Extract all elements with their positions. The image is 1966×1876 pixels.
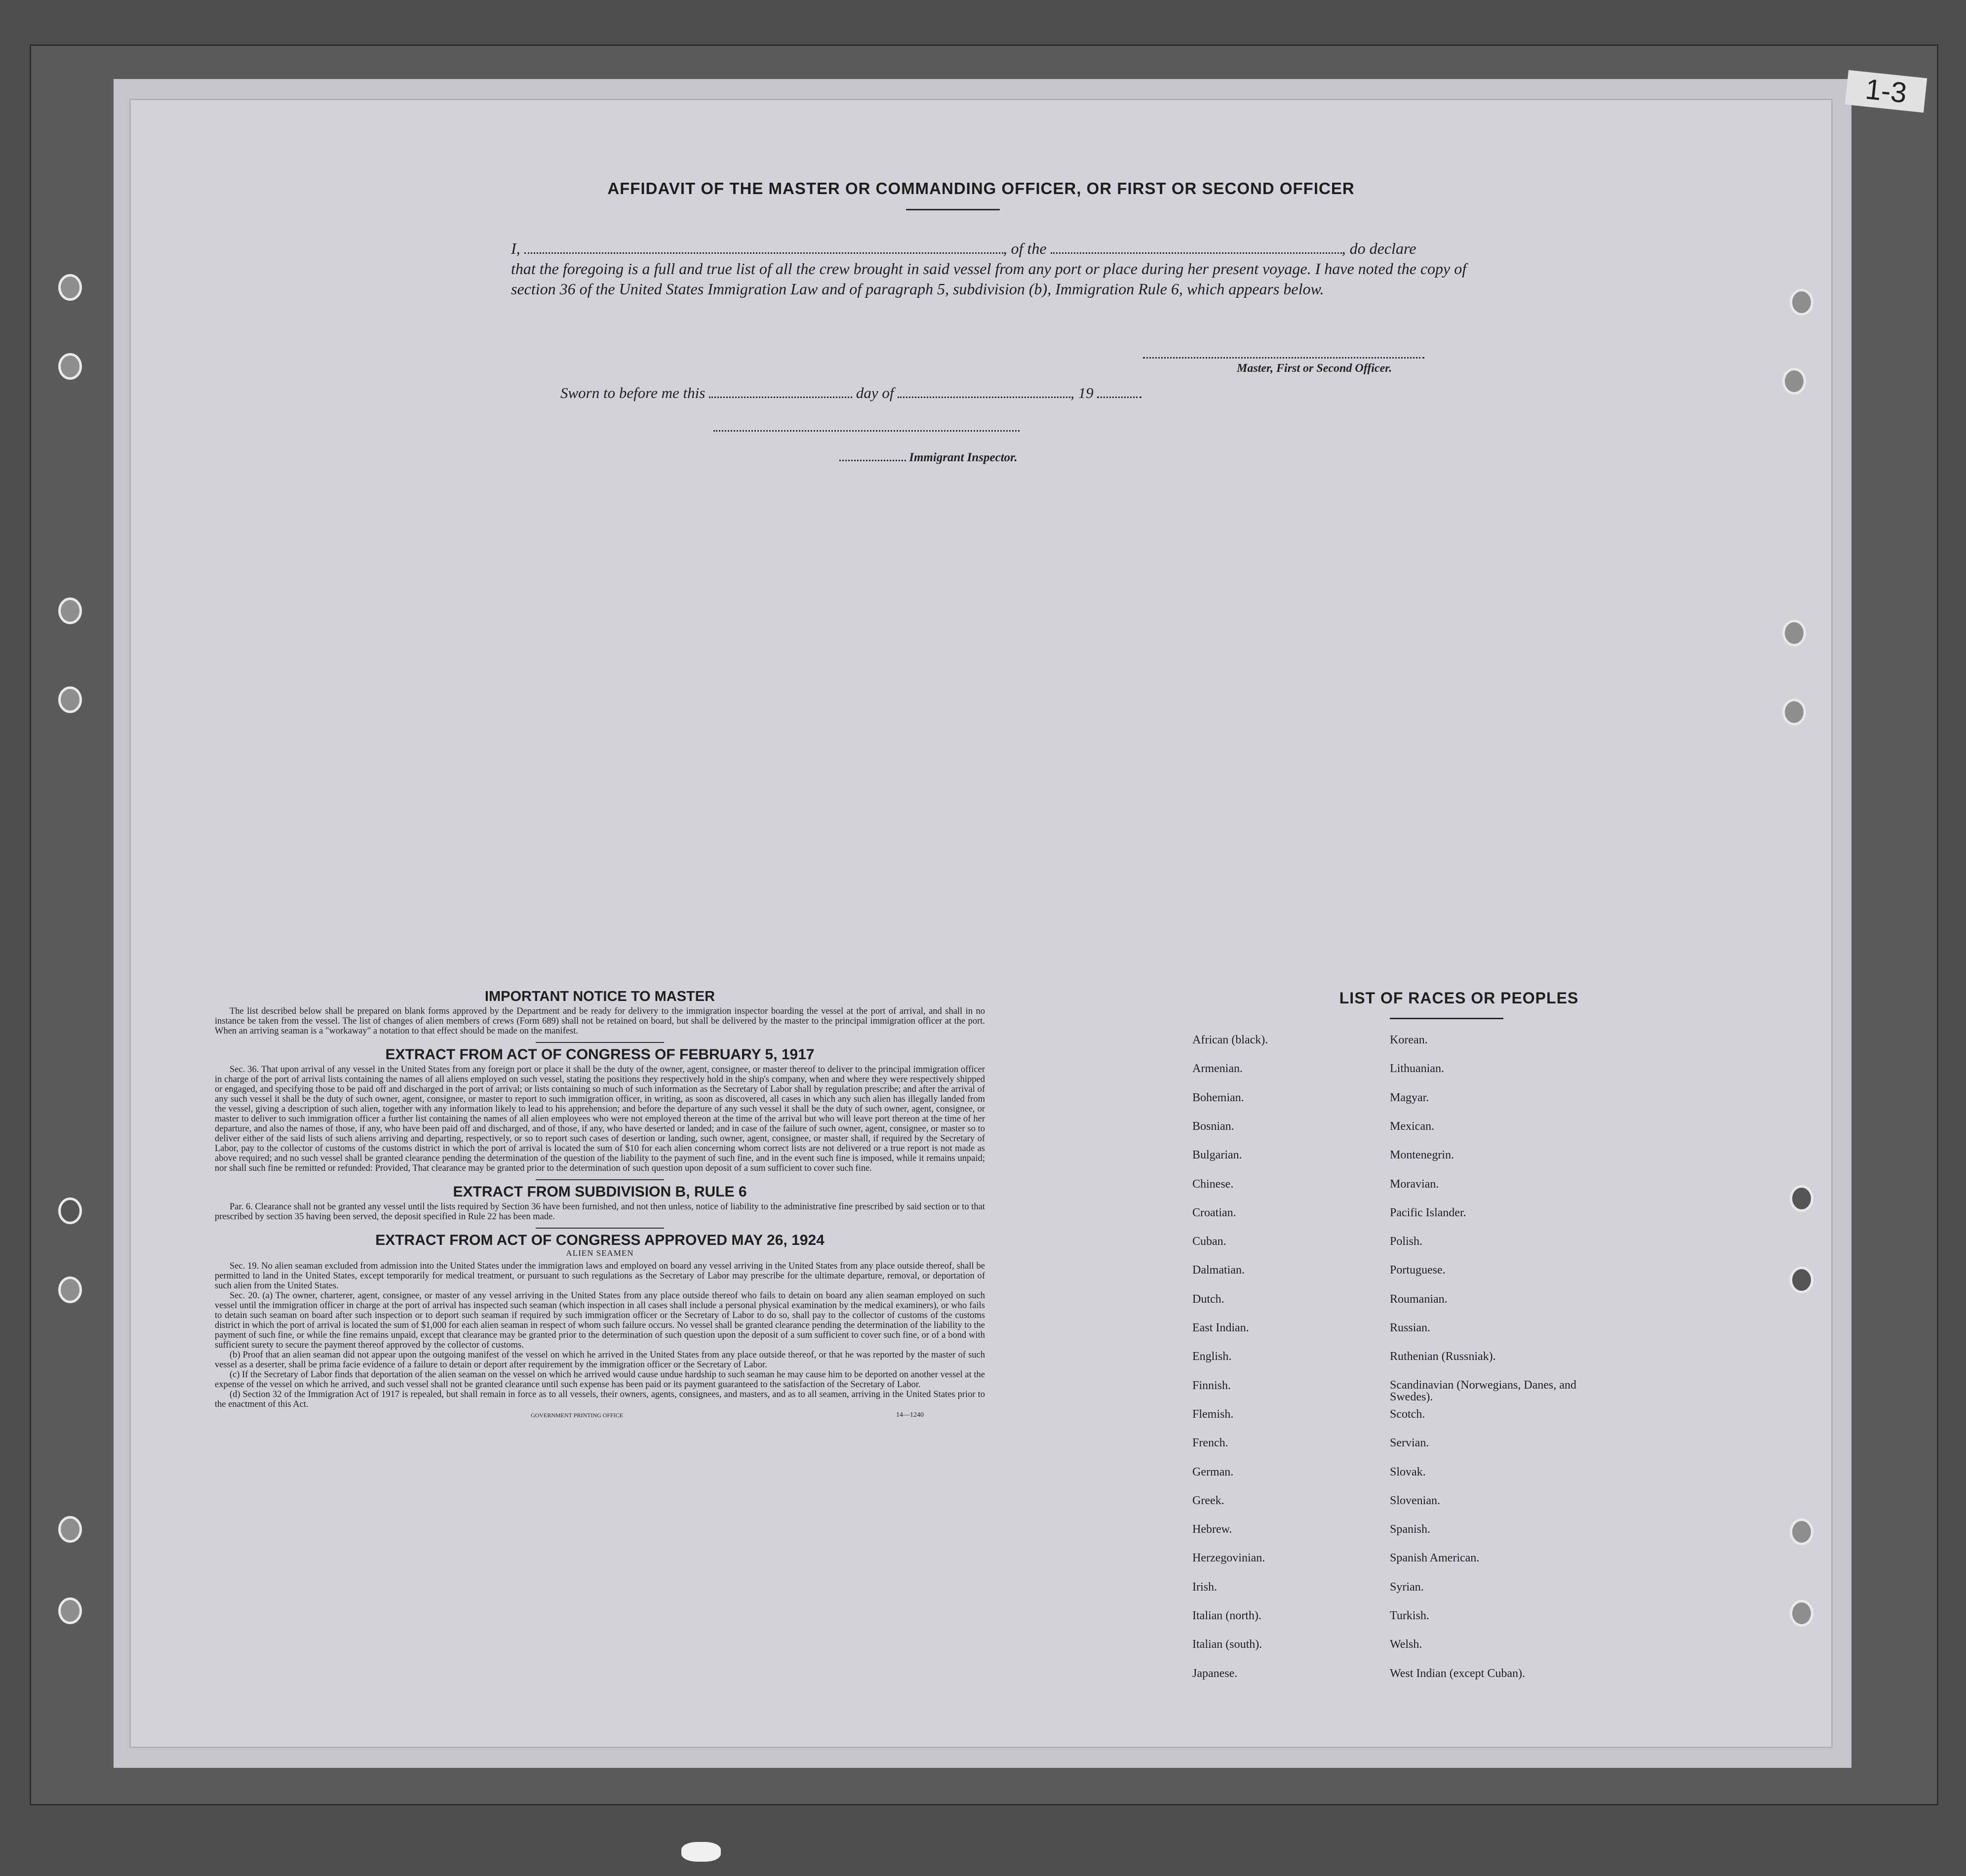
race-item: Italian (south). [1192, 1638, 1262, 1651]
title-rule [906, 209, 1000, 210]
race-item: Slovak. [1390, 1465, 1426, 1478]
race-item: German. [1192, 1465, 1234, 1478]
punch-hole [58, 1597, 82, 1624]
punch-hole [58, 1197, 82, 1224]
punch-hole [1790, 1185, 1813, 1212]
race-item: French. [1192, 1437, 1228, 1450]
race-item: Montenegrin. [1390, 1149, 1454, 1162]
race-item: West Indian (except Cuban). [1390, 1667, 1525, 1680]
sworn-year-blank [1097, 397, 1141, 398]
race-item: Pacific Islander. [1390, 1206, 1466, 1219]
sworn-line [560, 384, 1141, 402]
document-page [129, 99, 1833, 1748]
race-item: Cuban. [1192, 1235, 1226, 1248]
punch-hole [58, 598, 82, 624]
extract-1917-rule [536, 1179, 664, 1180]
punch-hole [1790, 1518, 1813, 1545]
legal-notices-column [215, 989, 985, 1421]
race-item: Korean. [1390, 1034, 1428, 1046]
inspector-signature-line [713, 430, 1020, 432]
extract-1924-title: EXTRACT FROM ACT OF CONGRESS APPROVED MAY 26, 1924 [375, 1232, 825, 1248]
race-item: Greek. [1192, 1494, 1224, 1507]
punch-hole [58, 353, 82, 380]
punch-hole [58, 686, 82, 713]
inspector-caption-text: Immigrant Inspector. [909, 451, 1018, 464]
race-item: Bulgarian. [1192, 1149, 1242, 1162]
race-item: Scandinavian (Norwegians, Danes, and Swedes). [1390, 1378, 1576, 1403]
race-item: English. [1192, 1350, 1232, 1363]
vessel-blank [1051, 252, 1342, 254]
race-item: Flemish. [1192, 1407, 1234, 1421]
race-item: Scotch. [1390, 1407, 1425, 1421]
race-item: Bohemian. [1192, 1091, 1244, 1104]
punch-hole [1782, 620, 1806, 646]
race-item: Lithuanian. [1390, 1062, 1444, 1076]
sec-20d-text: (d) Section 32 of the Immigration Act of 1917 is repealed, but shall remain in force as to all vessels, their owners, agents, consignees, and masters, and as to all seamen, arriving in the United States prior to the enactment of this Act. [215, 1390, 985, 1409]
corner-page-note: 1-3 [1845, 70, 1927, 113]
race-item: Herzegovinian. [1192, 1552, 1265, 1565]
sworn-year: , 19 [1070, 384, 1094, 401]
sec-20b-text: (b) Proof that an alien seaman did not appear upon the outgoing manifest of the vessel on which he arrived in the United States from any place outside thereof, or that he was reported by the master of such vessel as a deserter, shall be prima facie evidence of a failure to detain or deport after requirement by the immigration officer or the Secretary of Labor. [215, 1350, 985, 1370]
affidavit-title: AFFIDAVIT OF THE MASTER OR COMMANDING OFFICER, OR FIRST OR SECOND OFFICER [607, 179, 1355, 198]
race-item: Finnish. [1192, 1379, 1231, 1392]
signature-line [1143, 357, 1424, 359]
punch-hole [1790, 1600, 1813, 1627]
race-item: Japanese. [1192, 1667, 1238, 1680]
signature-caption: Master, First or Second Officer. [1237, 362, 1392, 375]
race-item: Dutch. [1192, 1292, 1224, 1306]
sworn-month-blank [898, 397, 1070, 398]
sec-20a-text: Sec. 20. (a) The owner, charterer, agent, consignee, or master of any vessel arriving in the United States from any place outside thereof who fails to detain on board any alien seaman employed on such vessel until the immigration officer in charge at the port of arrival has inspected such seaman (which inspection in all cases shall include a personal physical examination by the medical examiners), or who fails to detain such seaman on board after such inspection or to deport such seaman if required by such immigration officer or the Secretary of Labor to do so, shall pay to the collector of customs of the customs district in which the port of arrival is located the sum of $1,000 for each alien seaman in respect of whom such failure occurs. No vessel shall be granted clearance pending the determination of the liability to the payment of such fine, or while the fine remains unpaid, except that clearance may be granted prior to the determination of such question upon the deposit of a sum sufficient to cover such fine, or of a bond with sufficient surety to secure the payment thereof approved by the collector of customs. [215, 1291, 985, 1350]
punch-hole [1790, 289, 1813, 316]
punch-hole [58, 1277, 82, 1303]
declaration-text: that the foregoing is a full and true list of all the crew brought in said vessel from any port or place during her present voyage. I have noted the copy of section 36 of the United States Immigration Law and of paragraph 5, subdivision (b), Immigration Rule 6, which appears below. [511, 260, 1467, 298]
race-item: Hebrew. [1192, 1523, 1232, 1536]
race-item: Portuguese. [1390, 1264, 1446, 1277]
race-item: Turkish. [1390, 1609, 1429, 1622]
race-item: Irish. [1192, 1580, 1217, 1594]
notice-title: IMPORTANT NOTICE TO MASTER [484, 989, 715, 1004]
race-item: Polish. [1390, 1235, 1423, 1248]
race-item: Magyar. [1390, 1091, 1429, 1104]
name-blank [524, 252, 1003, 254]
sworn-day-blank [709, 397, 852, 398]
race-item: Roumanian. [1390, 1292, 1448, 1306]
race-item: Slovenian. [1390, 1494, 1440, 1507]
inspector-caption [839, 451, 1018, 465]
race-item: Welsh. [1390, 1638, 1422, 1651]
declare-of-the: , of the [1003, 239, 1047, 257]
sec-20c-text: (c) If the Secretary of Labor finds that deportation of the alien seaman on the vessel on which he arrived would cause undue hardship to such seaman he may cause him to be deported on another vessel at the expense of the vessel on which he arrived, and such vessel shall not be granted clearance until such expense has been paid or its payment guaranteed to the satisfaction of the Secretary of Labor. [215, 1370, 985, 1390]
race-item: Syrian. [1390, 1580, 1424, 1594]
notice-rule [536, 1042, 664, 1043]
form-number: 14—1240 [896, 1411, 924, 1419]
punch-hole [1782, 699, 1806, 725]
sec-19-text: Sec. 19. No alien seaman excluded from admission into the United States under the immigration laws and employed on board any vessel arriving in the United States from any place outside thereof, shall be permitted to land in the United States, except temporarily for medical treatment, or pursuant to such regulations as the Secretary of Labor may prescribe for the ultimate departure, removal, or deportation of such alien from the United States. [215, 1261, 985, 1291]
printer-footer [215, 1410, 985, 1421]
sworn-label: Sworn to before me this [560, 384, 706, 401]
race-item: Ruthenian (Russniak). [1390, 1350, 1496, 1363]
affidavit-statement [511, 239, 1474, 299]
extract-1917-text: Sec. 36. That upon arrival of any vessel in the United States from any foreign port or place it shall be the duty of the owner, agent, consignee, or master thereof to deliver to the principal immigration officer in charge of the port of arrival lists containing the names of all aliens employed on such vessel, stating the positions they respectively hold in the ship's company, when and where they were respectively shipped or engaged, and specifying those to be paid off and discharged in the port of arrival; or lists containing so much of such information as the Secretary of Labor shall by regulation prescribe; and after the arrival of any such vessel it shall be the duty of such owner, agent, consignee, or master to report to such immigration officer, in writing, as soon as discovered, all cases in which any such alien has illegally landed from the vessel, giving a description of such alien, together with any information likely to lead to his apprehension; and before the departure of any such vessel it shall be the duty of such owner, agent, consignee, or master to deliver to such immigration officer a further list containing the names of all alien employees who were not employed thereon at the time of the arrival but who will leave port thereon at the time of her departure, and also the names of those, if any, who have been paid off and discharged, and of those, if any, who have deserted or landed; and in case of the failure of such owner, agent, consignee, or master so to deliver either of the said lists of such aliens arriving and departing, respectively, or so to report such cases of desertion or landing, such owner, agent, consignee, or master shall, if required by the Secretary of Labor, pay to the collector of customs of the customs district in which the port of arrival is located the sum of $10 for each alien concerning whom correct lists are not delivered or a true report is not made as above required; and no such vessel shall be granted clearance pending the determination of the question of the liability to the payment of such fine, and in the event such fine is imposed, while it remains unpaid; nor shall such fine be remitted or refunded: Provided, That clearance may be granted prior to the determination of such question upon deposit of a sum sufficient to cover such fine. [215, 1065, 985, 1173]
declare-i: I, [511, 239, 520, 257]
race-item: Chinese. [1192, 1177, 1234, 1191]
race-item: Croatian. [1192, 1206, 1236, 1219]
race-item: East Indian. [1192, 1321, 1249, 1334]
sworn-day-label: day of [856, 384, 894, 401]
subdivision-text: Par. 6. Clearance shall not be granted any vessel until the lists required by Section 36 have been furnished, and not then unless, notice of liability to the administrative fine prescribed by said section or to that prescribed by section 35 having been served, the deposit specified in Rule 22 has been made. [215, 1202, 985, 1222]
punch-hole [58, 1516, 82, 1543]
punch-hole [1782, 368, 1806, 395]
notice-text: The list described below shall be prepared on blank forms approved by the Department and be ready for delivery to the immigration inspector boarding the vessel at the port of arrival, and shall in no instance be taken from the vessel. The list of changes of alien members of crews (Form 689) shall not be retained on board, but shall be delivered by the master to the principal immigration officer at the port. When an arriving seaman is a "workaway" a notation to that effect should be made on the manifest. [215, 1006, 985, 1036]
subdivision-title: EXTRACT FROM SUBDIVISION B, RULE 6 [453, 1184, 747, 1200]
race-item: Bosnian. [1192, 1119, 1234, 1133]
race-item: Moravian. [1390, 1177, 1439, 1191]
race-item: Mexican. [1390, 1119, 1434, 1133]
race-item: Italian (north). [1192, 1609, 1261, 1622]
race-item: Russian. [1390, 1321, 1431, 1334]
extract-1917-title: EXTRACT FROM ACT OF CONGRESS OF FEBRUARY 5, 1917 [385, 1046, 815, 1063]
race-item: Spanish. [1390, 1523, 1431, 1536]
subdivision-rule [536, 1228, 664, 1229]
race-item: African (black). [1192, 1034, 1268, 1046]
printer-imprint: GOVERNMENT PRINTING OFFICE [531, 1412, 624, 1419]
punch-hole [1790, 1267, 1813, 1293]
inspector-dots [839, 460, 906, 461]
races-title: LIST OF RACES OR PEOPLES [1339, 989, 1579, 1007]
punch-hole [58, 274, 82, 301]
paper-scrap [681, 1842, 721, 1862]
alien-seamen-subtitle: ALIEN SEAMEN [566, 1248, 634, 1258]
race-item: Servian. [1390, 1437, 1429, 1450]
declare-end: , do declare [1341, 239, 1416, 257]
race-item: Dalmatian. [1192, 1264, 1245, 1277]
race-item: Armenian. [1192, 1062, 1243, 1076]
race-item: Spanish American. [1390, 1552, 1480, 1565]
races-rule [1390, 1018, 1503, 1019]
